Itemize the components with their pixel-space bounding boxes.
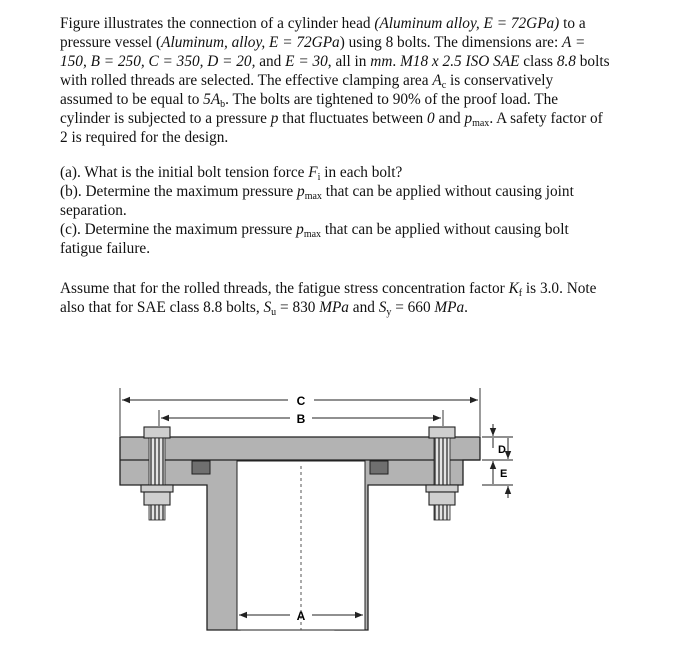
nut xyxy=(429,492,455,505)
problem-paragraph-1 xyxy=(60,14,660,147)
text-span: = 830 xyxy=(276,299,320,316)
text-span: is 3.0. Note xyxy=(522,280,597,297)
text-span: Assume that for the rolled threads, the fatigue stress concentration factor xyxy=(60,280,509,297)
text-span: Figure illustrates the connection of a cylinder head xyxy=(60,15,375,32)
text-span: to a xyxy=(559,15,586,32)
text-span: that fluctuates between xyxy=(278,110,428,127)
dimension-d-label: D xyxy=(498,444,506,456)
bolt-shank xyxy=(149,438,165,485)
text-span: p xyxy=(296,221,304,238)
text-span: . xyxy=(392,53,401,70)
gasket-right xyxy=(370,461,388,474)
text-span: = 660 xyxy=(391,299,435,316)
text-span: ) using 8 bolts. The dimensions are: xyxy=(339,34,563,51)
bolt-shank xyxy=(434,438,450,485)
gasket-left xyxy=(192,461,210,474)
bolt-tail xyxy=(149,505,165,520)
text-span: class xyxy=(519,53,557,70)
text-line xyxy=(60,52,660,71)
nut xyxy=(144,492,170,505)
subscript: max xyxy=(303,229,322,240)
text-span: 150, B = 250, C = 350, D = 20, xyxy=(60,53,256,70)
washer xyxy=(426,485,458,492)
text-span: that can be applied without causing joint xyxy=(321,183,574,200)
text-span: p xyxy=(270,110,279,127)
text-span: . xyxy=(464,299,468,316)
text-span: pressure vessel ( xyxy=(60,34,162,51)
text-span: that can be applied without causing bolt xyxy=(321,221,569,238)
text-line: 2 is required for the design. xyxy=(60,129,229,146)
text-span: F xyxy=(308,164,318,181)
problem-paragraph-3 xyxy=(60,279,660,317)
text-span: MPa xyxy=(319,299,349,316)
question-c-cont: fatigue failure. xyxy=(60,240,151,257)
text-span: p xyxy=(297,183,305,200)
text-span: , all in xyxy=(327,53,371,70)
figure-svg xyxy=(110,380,530,640)
question-list xyxy=(60,163,660,258)
question-b-cont: separation. xyxy=(60,202,127,219)
text-span: p xyxy=(464,110,473,127)
text-span: MPa xyxy=(434,299,465,316)
subscript: max xyxy=(304,191,322,202)
text-span: also that for SAE class 8.8 bolts, xyxy=(60,299,264,316)
text-span: Aluminum, alloy, E = 72GPa xyxy=(161,34,340,51)
text-line xyxy=(60,109,660,128)
dimension-b-label: B xyxy=(296,412,306,426)
bolted-joint-figure xyxy=(110,380,530,640)
text-span: 0 xyxy=(427,110,435,127)
text-span: with rolled threads are selected. The effective clamping area xyxy=(60,72,433,89)
text-span: 8.8 xyxy=(556,53,576,70)
text-span: mm xyxy=(370,53,393,70)
text-span: (a). What is the initial bolt tension force xyxy=(60,164,309,181)
text-span: . The bolts are tightened to 90% of the proof load. The xyxy=(225,91,559,108)
dimension-e-label: E xyxy=(500,468,508,480)
subscript: max xyxy=(472,118,490,129)
text-span: S xyxy=(378,299,387,316)
question-b xyxy=(60,182,660,201)
subscript: i xyxy=(317,172,321,183)
bolt-head xyxy=(144,427,170,438)
text-span: is conservatively xyxy=(446,72,554,89)
subscript: y xyxy=(386,307,392,318)
text-line xyxy=(60,90,660,109)
subscript: u xyxy=(271,307,277,318)
dimension-a-label: A xyxy=(296,609,306,623)
text-line xyxy=(60,14,660,33)
text-line xyxy=(60,71,660,90)
bolt-tail xyxy=(434,505,450,520)
text-span: A xyxy=(432,72,442,89)
text-span: S xyxy=(263,299,272,316)
text-span: E = 30 xyxy=(285,53,328,70)
subscript: f xyxy=(518,288,523,299)
text-span: (Aluminum alloy, E = 72GPa) xyxy=(374,15,560,32)
text-span: A = xyxy=(562,34,586,51)
text-span: 5A xyxy=(203,91,221,108)
text-span: K xyxy=(508,280,519,297)
question-a xyxy=(60,163,660,182)
text-line xyxy=(60,298,660,317)
text-span: assumed to be equal to xyxy=(60,91,204,108)
text-span: . A safety factor of xyxy=(489,110,603,127)
text-span: and xyxy=(255,53,286,70)
text-span: (b). Determine the maximum pressure xyxy=(60,183,298,200)
text-line xyxy=(60,33,660,52)
text-span: and xyxy=(348,299,379,316)
question-c xyxy=(60,220,660,239)
washer xyxy=(141,485,173,492)
text-span: in each bolt? xyxy=(320,164,403,181)
subscript: c xyxy=(441,80,447,91)
subscript: b xyxy=(220,99,226,110)
text-span: and xyxy=(434,110,465,127)
text-span: M18 x 2.5 ISO SAE xyxy=(400,53,520,70)
text-span: (c). Determine the maximum pressure xyxy=(60,221,297,238)
text-span: bolts xyxy=(575,53,610,70)
bolt-head xyxy=(429,427,455,438)
text-line xyxy=(60,279,660,298)
text-span: cylinder is subjected to a pressure xyxy=(60,110,271,127)
dimension-c-label: C xyxy=(296,394,306,408)
